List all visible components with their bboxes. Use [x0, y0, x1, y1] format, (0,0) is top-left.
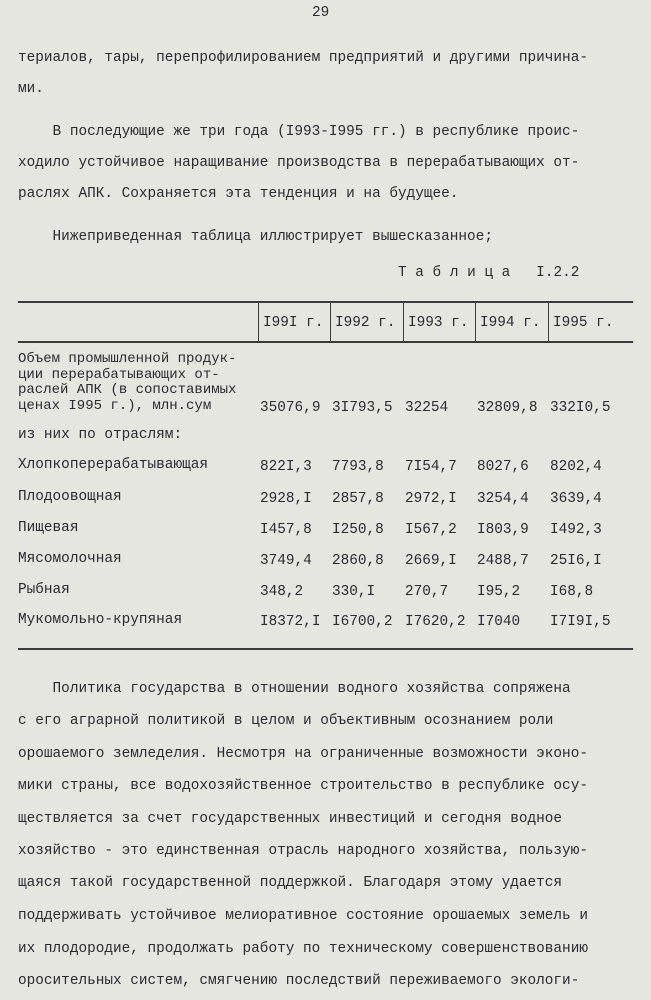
table-cell: I95,2 [477, 584, 521, 600]
text-line: В последующие же три года (I993-I995 гг.) в республике проис- [18, 124, 580, 140]
table-cell: I6700,2 [332, 614, 393, 630]
text-line: поддерживать устойчивое мелиоративное состояние орошаемых земель и [18, 908, 588, 924]
row-label: Плодоовощная [18, 489, 122, 505]
text-line: ходило устойчивое наращивание производства в перерабатывающих от- [18, 155, 580, 171]
text-line: орошаемого земледелия. Несмотря на ограниченные возможности эконо- [18, 746, 588, 762]
table-cell: I8372,I [260, 614, 321, 630]
table-cell: I250,8 [332, 522, 384, 538]
table-cell: I567,2 [405, 522, 457, 538]
text-line: Политика государства в отношении водного хозяйства сопряжена [18, 681, 571, 697]
text-line: мики страны, все водохозяйственное строительство в республике осу- [18, 778, 588, 794]
table-cell: 2857,8 [332, 491, 384, 507]
table-cell: 35076,9 [260, 400, 321, 416]
table-cell: 2928,I [260, 491, 312, 507]
text-line: хозяйство - это единственная отрасль народного хозяйства, пользую- [18, 843, 588, 859]
table-cell: 348,2 [260, 584, 304, 600]
table-cell: 332I0,5 [550, 400, 611, 416]
table-cell: I492,3 [550, 522, 602, 538]
table-cell: 25I6,I [550, 553, 602, 569]
table-cell: 3254,4 [477, 491, 529, 507]
table-cell: 3749,4 [260, 553, 312, 569]
column-divider [475, 302, 476, 342]
table-cell: I457,8 [260, 522, 312, 538]
column-header: I99I г. [263, 315, 324, 331]
table-cell: I7I9I,5 [550, 614, 611, 630]
table-top-rule [18, 301, 633, 303]
text-line: ществляется за счет государственных инвестиций и сегодня водное [18, 811, 563, 827]
page-number: 29 [312, 5, 330, 21]
row-label: Рыбная [18, 582, 70, 598]
table-cell: 32254 [405, 400, 449, 416]
column-divider [258, 302, 259, 342]
table-cell: 3639,4 [550, 491, 602, 507]
table-cell: I7620,2 [405, 614, 466, 630]
text-line: с его аграрной политикой в целом и объективным осознанием роли [18, 713, 554, 729]
text-line: териалов, тары, перепрофилированием предприятий и другими причина- [18, 50, 588, 66]
table-cell: 822I,3 [260, 459, 312, 475]
text-line: оросительных систем, смягчению последствий переживаемого экологи- [18, 973, 580, 989]
text-line: их плодородие, продолжать работу по техническому совершенствованию [18, 941, 588, 957]
table-cell: 330,I [332, 584, 376, 600]
table-cell: 32809,8 [477, 400, 538, 416]
row-label: Пищевая [18, 520, 79, 536]
column-divider [548, 302, 549, 342]
text-line: раслях АПК. Сохраняется эта тенденция и на будущее. [18, 186, 459, 202]
column-header: I993 г. [408, 315, 469, 331]
table-cell: 7I54,7 [405, 459, 457, 475]
table-cell: 8202,4 [550, 459, 602, 475]
table-bottom-rule [18, 648, 633, 650]
row-label: Мукомольно-крупяная [18, 612, 183, 628]
text-line: ми. [18, 81, 44, 97]
table-cell: 7793,8 [332, 459, 384, 475]
row-label: Хлопкоперерабатывающая [18, 457, 208, 473]
table-cell: I68,8 [550, 584, 594, 600]
row-label: Мясомолочная [18, 551, 122, 567]
row-label: из них по отраслям: [18, 427, 183, 443]
table-caption: Т а б л и ц а I.2.2 [398, 265, 580, 281]
table-cell: 2860,8 [332, 553, 384, 569]
table-cell: 2669,I [405, 553, 457, 569]
table-cell: I803,9 [477, 522, 529, 538]
column-header: I995 г. [553, 315, 614, 331]
table-cell: 2972,I [405, 491, 457, 507]
table-cell: 3I793,5 [332, 400, 393, 416]
column-divider [403, 302, 404, 342]
table-cell: I7040 [477, 614, 521, 630]
table-cell: 2488,7 [477, 553, 529, 569]
text-line: Нижеприведенная таблица иллюстрирует вышесказанное; [18, 229, 493, 245]
column-divider [330, 302, 331, 342]
row-label: Объем промышленной продук- ции перерабатывающих от- раслей АПК (в сопоставимых ценах I995 г.), млн.сум [18, 351, 237, 414]
table-cell: 270,7 [405, 584, 449, 600]
table-header-rule [18, 341, 633, 343]
table-cell: 8027,6 [477, 459, 529, 475]
column-header: I994 г. [480, 315, 541, 331]
text-line: щаяся такой государственной поддержкой. Благодаря этому удается [18, 875, 563, 891]
column-header: I992 г. [335, 315, 396, 331]
